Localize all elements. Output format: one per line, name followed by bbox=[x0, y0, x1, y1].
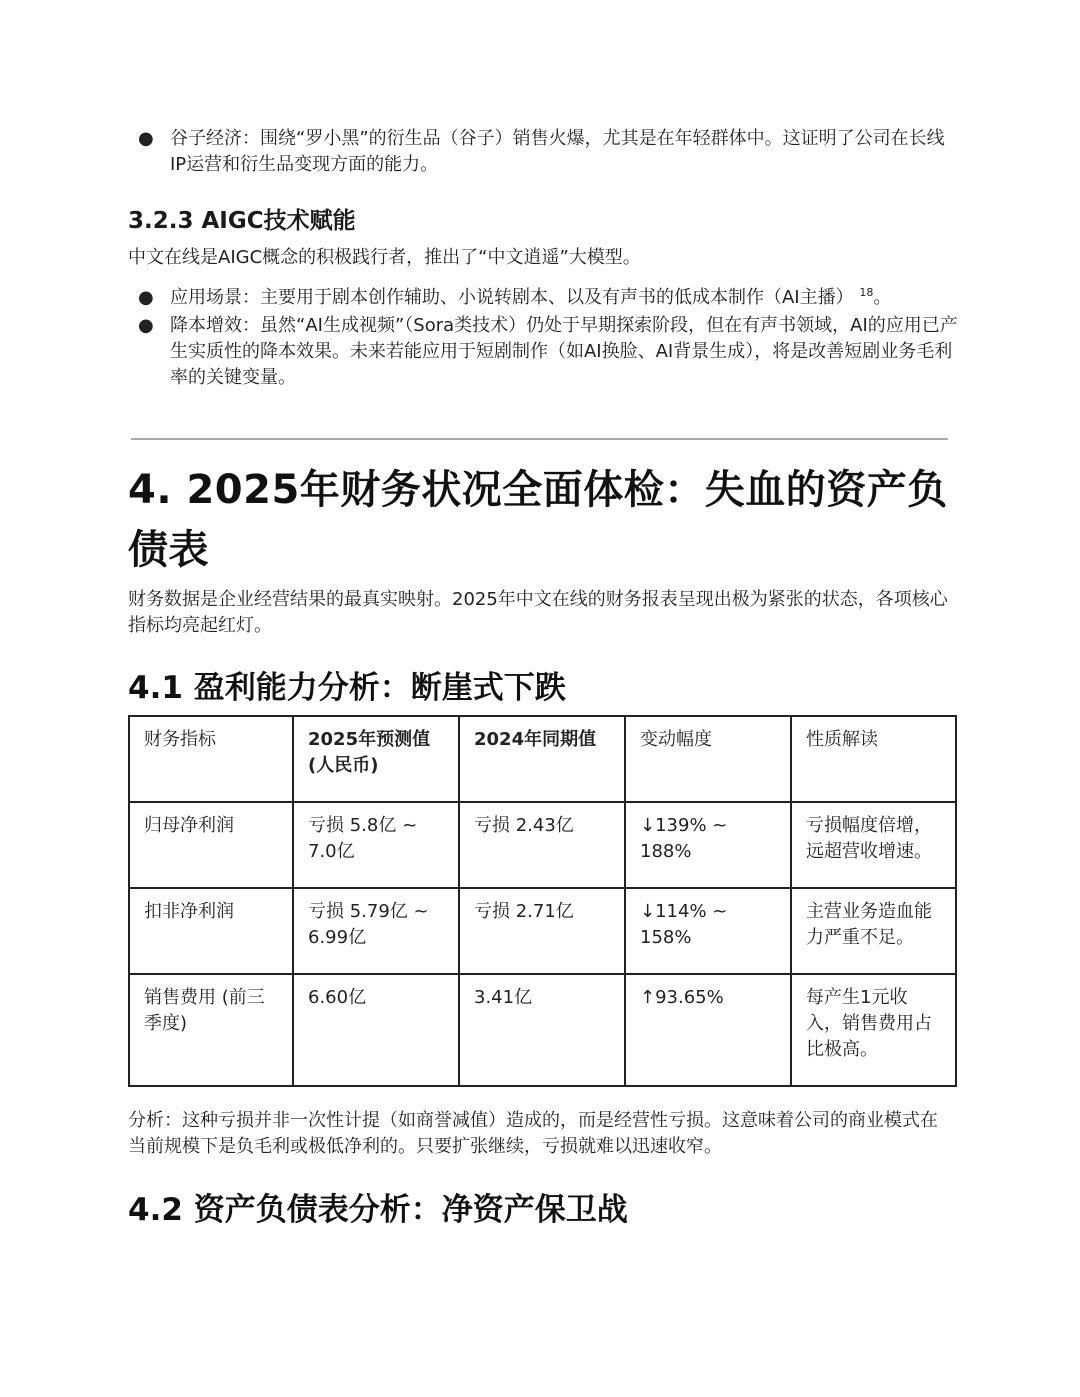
paragraph-analysis: 分析：这种亏损并非一次性计提（如商誉减值）造成的，而是经营性亏损。这意味着公司的商业模式在当前规模下是负毛利或极低净利的。只要扩张继续，亏损就难以迅速收窄。 bbox=[128, 1110, 938, 1157]
list-item-text: 降本增效：虽然“AI生成视频”（Sora类技术）仍处于早期探索阶段，但在有声书领域，AI的应用已产生实质性的降本效果。未来若能应用于短剧制作（如AI换脸、AI背景生成），将是改善短剧业务毛利率的关键变量。 bbox=[170, 315, 958, 388]
table-cell: ↓114% ~ 158% bbox=[625, 888, 791, 974]
table-row bbox=[129, 802, 956, 888]
table-cell: ↑93.65% bbox=[625, 974, 791, 1086]
paragraph: 中文在线是AIGC概念的积极践行者，推出了“中文逍遥”大模型。 bbox=[128, 247, 641, 268]
list-item bbox=[138, 285, 958, 311]
table-row bbox=[129, 888, 956, 974]
list-item bbox=[138, 313, 958, 391]
table-cell: 6.60亿 bbox=[293, 974, 459, 1086]
table-cell: 亏损 5.79亿 ~ 6.99亿 bbox=[293, 888, 459, 974]
table-cell: 亏损 2.71亿 bbox=[459, 888, 625, 974]
table-row bbox=[129, 974, 956, 1086]
table-header-cell: 性质解读 bbox=[791, 716, 956, 802]
list-item-text: 应用场景：主要用于剧本创作辅助、小说转剧本、以及有声书的低成本制作（AI主播） $^{18}$。 bbox=[170, 286, 892, 308]
bullet-icon: ● bbox=[138, 315, 154, 336]
table-cell: 归母净利润 bbox=[129, 802, 293, 888]
bullet-icon: ● bbox=[138, 128, 154, 149]
section-heading-4: 4. 2025年财务状况全面体检：失血的资产负债表 bbox=[128, 467, 948, 573]
paragraph: 财务数据是企业经营结果的最真实映射。2025年中文在线的财务报表呈现出极为紧张的状态，各项核心指标均亮起红灯。 bbox=[128, 589, 948, 636]
table-cell: ↓139% ~ 188% bbox=[625, 802, 791, 888]
financial-table bbox=[128, 715, 957, 1087]
bullet-icon: ● bbox=[138, 287, 154, 308]
footnote-ref[interactable]: 18 bbox=[859, 286, 874, 299]
section-heading-3-2-3: 3.2.3 AIGC技术赋能 bbox=[128, 208, 356, 234]
horizontal-divider bbox=[131, 438, 948, 440]
table-header-row bbox=[129, 716, 956, 802]
table-cell: 销售费用 (前三季度) bbox=[129, 974, 293, 1086]
list-item bbox=[138, 126, 958, 178]
table-cell: 3.41亿 bbox=[459, 974, 625, 1086]
table-cell: 亏损 5.8亿 ~ 7.0亿 bbox=[293, 802, 459, 888]
table-header-cell: 财务指标 bbox=[129, 716, 293, 802]
section-heading-4-2: 4.2 资产负债表分析：净资产保卫战 bbox=[128, 1192, 628, 1228]
table-cell: 亏损幅度倍增，远超营收增速。 bbox=[791, 802, 956, 888]
table-header-cell: 2025年预测值 (人民币) bbox=[293, 716, 459, 802]
table-header-cell: 变动幅度 bbox=[625, 716, 791, 802]
table-cell: 扣非净利润 bbox=[129, 888, 293, 974]
list-item-text: 谷子经济：围绕“罗小黑”的衍生品（谷子）销售火爆，尤其是在年轻群体中。这证明了公司在长线IP运营和衍生品变现方面的能力。 bbox=[170, 128, 945, 175]
table-cell: 亏损 2.43亿 bbox=[459, 802, 625, 888]
table-header-cell: 2024年同期值 bbox=[459, 716, 625, 802]
table-cell: 每产生1元收入，销售费用占比极高。 bbox=[791, 974, 956, 1086]
section-heading-4-1: 4.1 盈利能力分析：断崖式下跌 bbox=[128, 670, 566, 706]
table-cell: 主营业务造血能力严重不足。 bbox=[791, 888, 956, 974]
